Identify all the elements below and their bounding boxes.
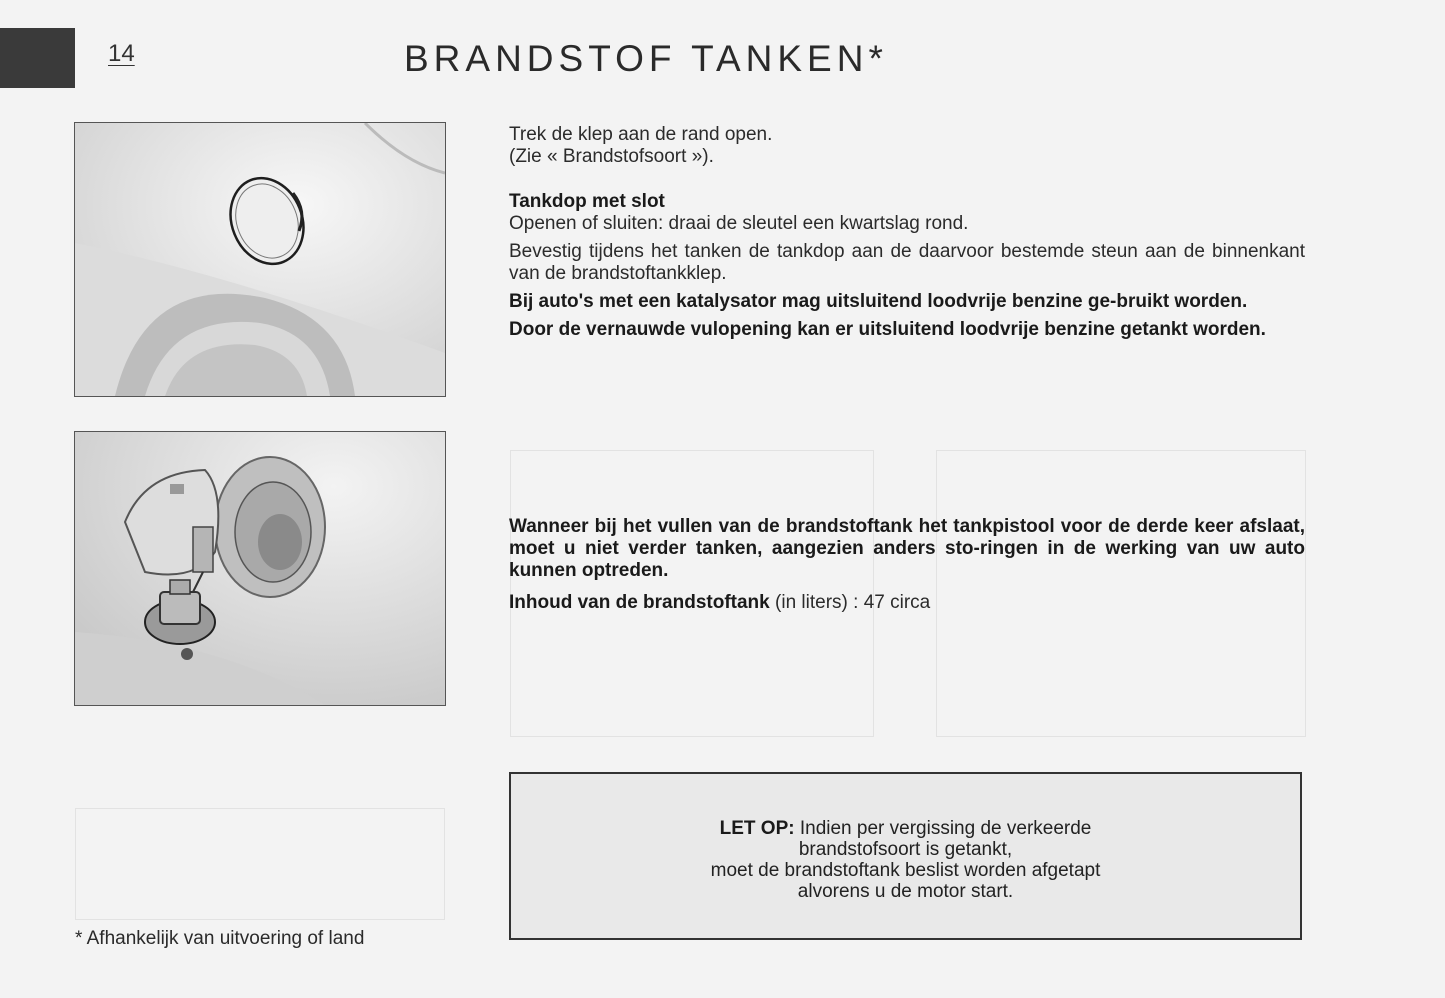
fuel-flap-closed-illustration (75, 123, 445, 396)
intro-text (509, 124, 1305, 168)
notice-text-1: Indien per vergissing de verkeerde (799, 818, 1092, 839)
footnote: * Afhankelijk van uitvoering of land (75, 928, 365, 949)
notice-line-3: moet de brandstoftank beslist worden afgetapt (710, 860, 1101, 881)
cap-open-close: Openen of sluiten: draai de sleutel een kwartslag rond. (509, 213, 969, 234)
filling-section (509, 516, 1305, 614)
narrow-opening-note: Door de vernauwde vulopening kan er uitsluitend loodvrije benzine getankt worden. (509, 319, 1266, 340)
filling-warning: Wanneer bij het vullen van de brandstoftank het tankpistool voor de derde keer afslaat, moet u niet verder tanken, aangezien anders sto-ringen in de werking van uw auto kunnen optreden. (509, 516, 1305, 581)
figure-fuel-flap-closed (74, 122, 446, 397)
bleed-through-box (75, 808, 445, 920)
notice-line-4: alvorens u de motor start. (797, 881, 1014, 902)
notice-line-2: brandstofsoort is getankt, (798, 839, 1013, 860)
page-number: 14 (108, 40, 135, 67)
notice-box (509, 772, 1302, 940)
notice-label: LET OP: (719, 818, 795, 839)
thumb-tab (0, 28, 75, 88)
figure-fuel-flap-open (74, 431, 446, 706)
intro-line-1: Trek de klep aan de rand open. (509, 124, 773, 145)
capacity-value: (in liters) : 47 circa (775, 592, 931, 613)
notice-line-1 (511, 818, 1300, 839)
cap-section (509, 191, 1305, 341)
intro-line-2: (Zie « Brandstofsoort »). (509, 146, 714, 167)
cap-fix-text: Bevestig tijdens het tanken de tankdop aan de daarvoor bestemde steun aan de binnenkant van de brandstoftankklep. (509, 241, 1305, 284)
page-title: BRANDSTOF TANKEN* (404, 38, 888, 79)
capacity-line (509, 592, 1305, 614)
fuel-flap-open-illustration (75, 432, 445, 705)
capacity-label: Inhoud van de brandstoftank (509, 592, 770, 613)
cap-heading: Tankdop met slot (509, 191, 665, 212)
catalyst-warning: Bij auto's met een katalysator mag uitsluitend loodvrije benzine ge-bruikt worden. (509, 291, 1248, 312)
